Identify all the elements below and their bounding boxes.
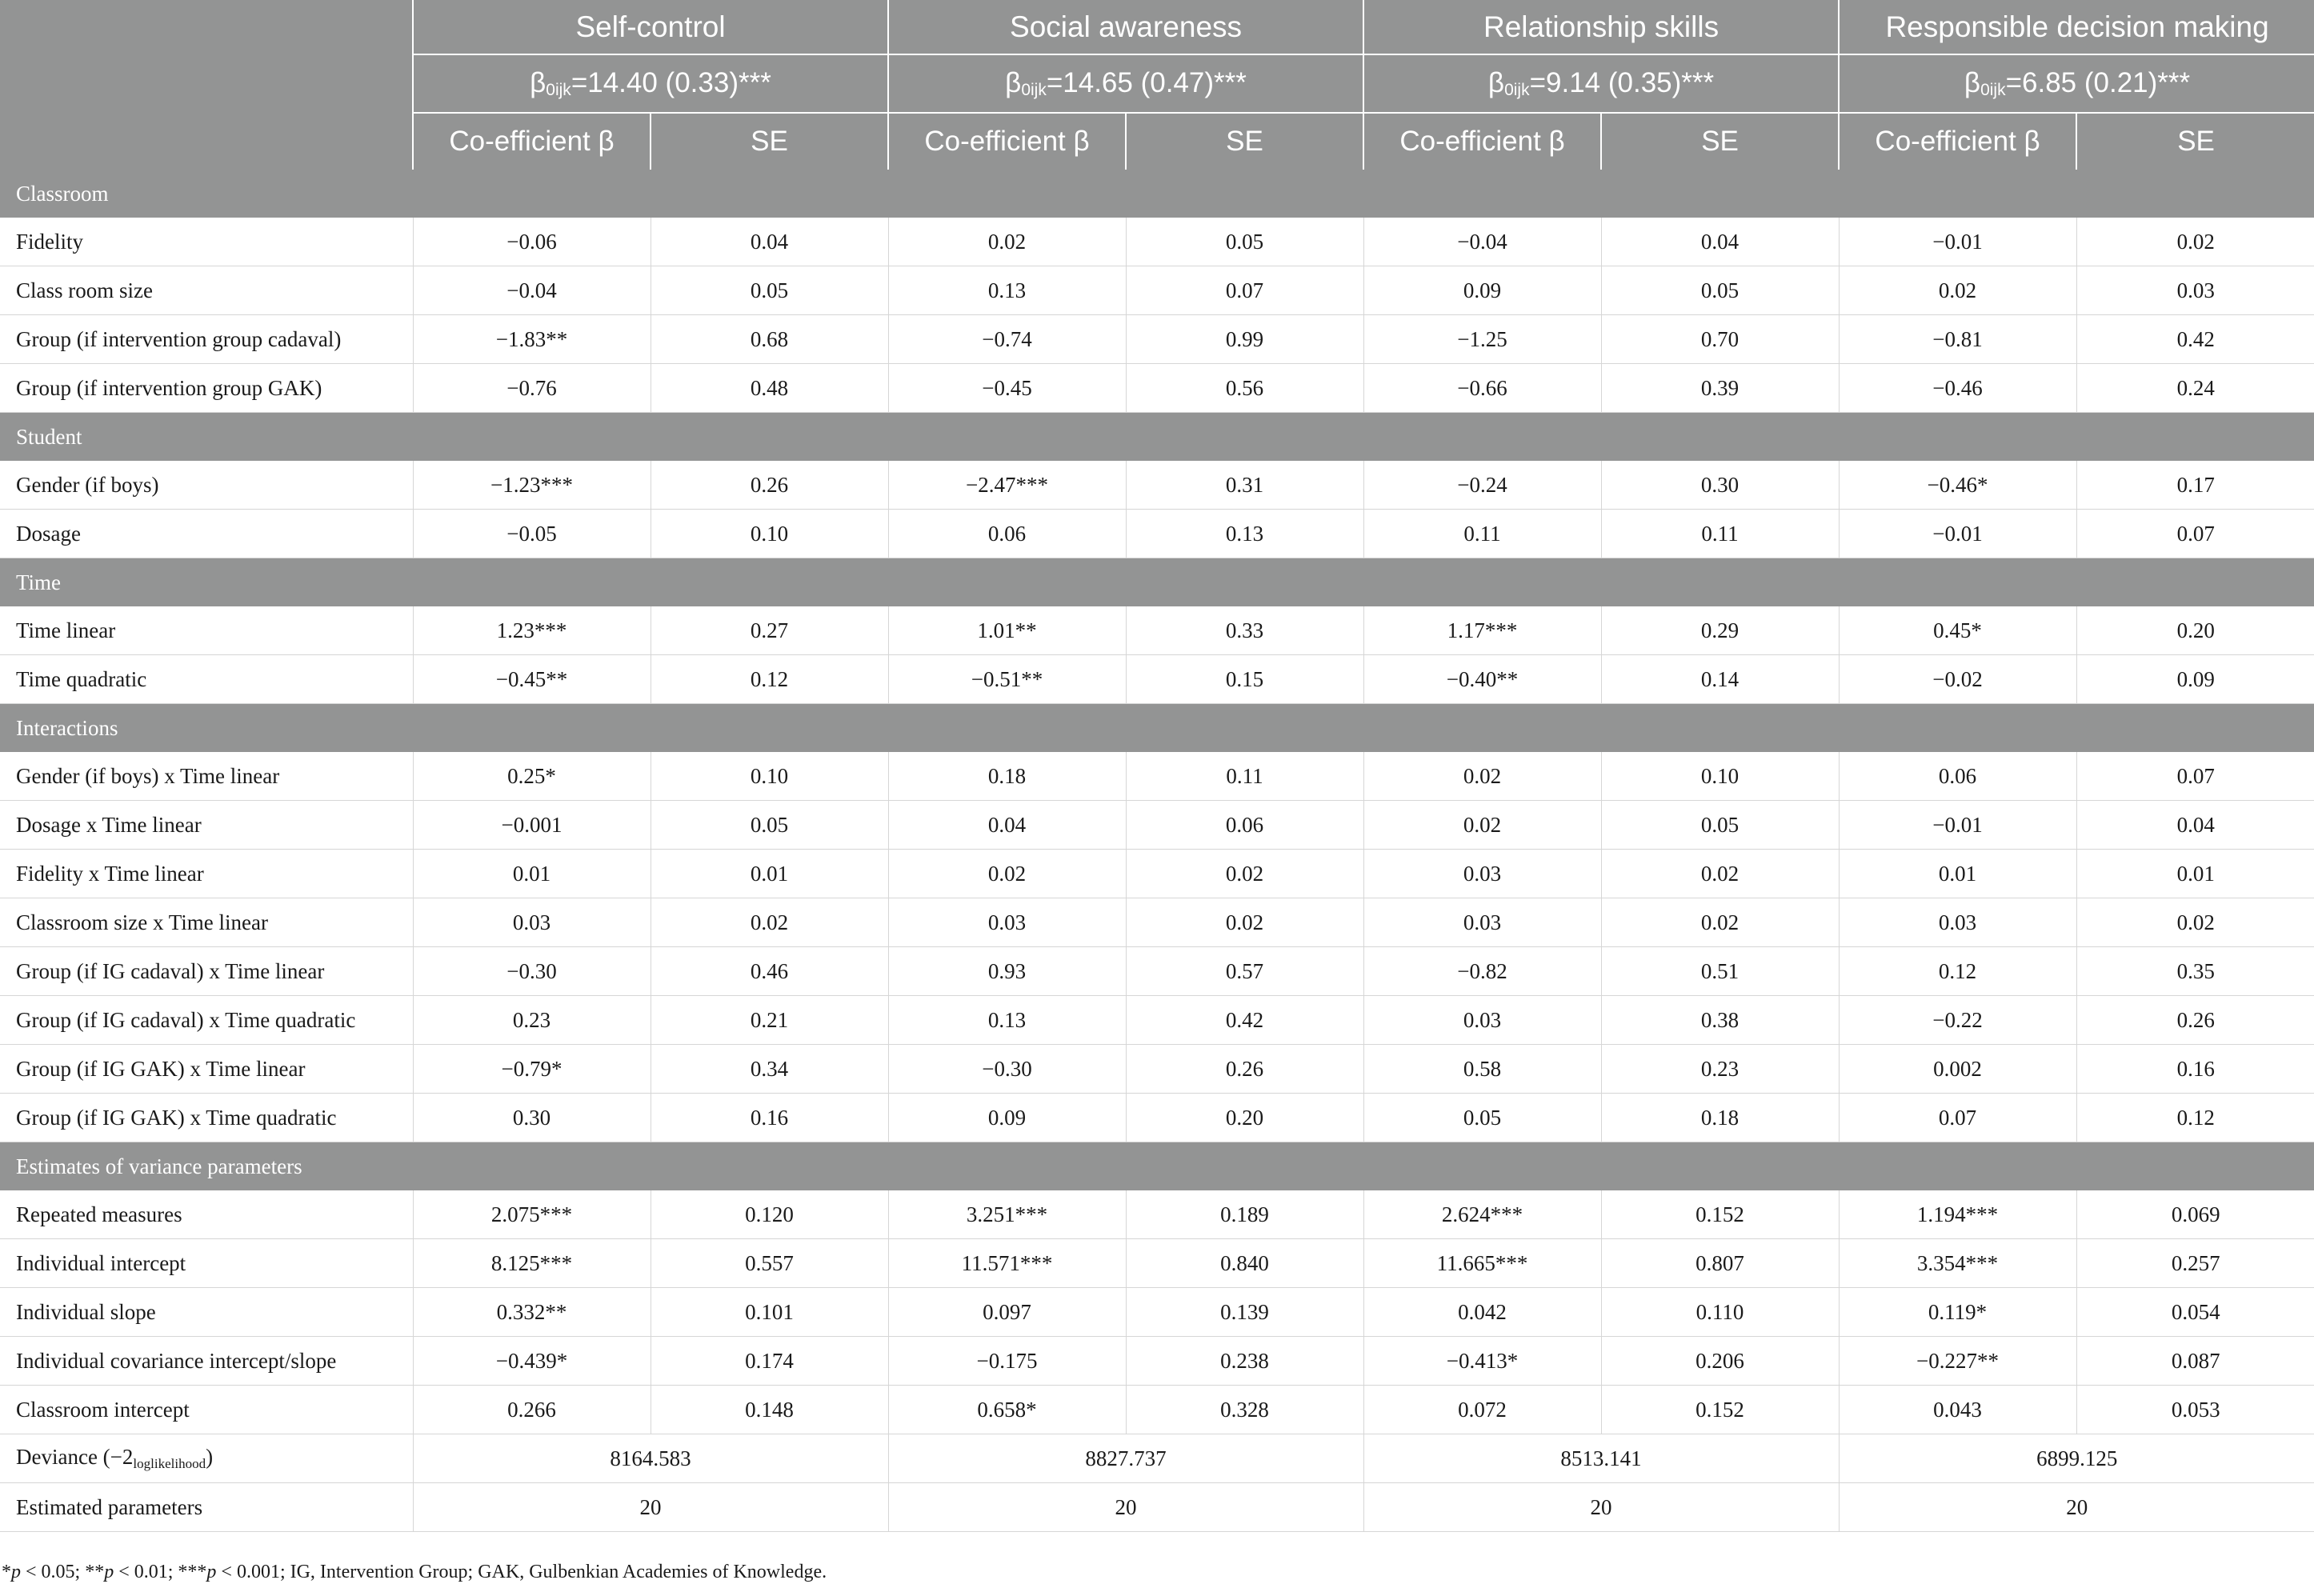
- se-cell: 0.05: [651, 801, 888, 850]
- coefficient-cell: 0.13: [888, 266, 1126, 315]
- se-cell: 0.11: [1126, 752, 1363, 801]
- coefficient-cell: 3.251***: [888, 1190, 1126, 1239]
- coefficient-cell: 0.06: [888, 510, 1126, 558]
- se-cell: 0.56: [1126, 364, 1363, 413]
- se-cell: 0.206: [1601, 1337, 1839, 1386]
- estimated-parameters-value: 20: [888, 1483, 1363, 1532]
- coefficient-cell: −0.02: [1839, 655, 2076, 704]
- coefficient-cell: 1.17***: [1363, 606, 1601, 655]
- coefficient-cell: −0.01: [1839, 510, 2076, 558]
- row-label: Group (if intervention group GAK): [0, 364, 413, 413]
- domain-header: Social awareness: [888, 0, 1363, 54]
- se-cell: 0.139: [1126, 1288, 1363, 1337]
- coefficient-cell: −0.439*: [413, 1337, 651, 1386]
- se-cell: 0.11: [1601, 510, 1839, 558]
- intercept-header: β0ijk=9.14 (0.35)***: [1363, 54, 1839, 113]
- coefficient-cell: 0.45*: [1839, 606, 2076, 655]
- table-row: [0, 218, 2314, 266]
- domain-header: Responsible decision making: [1839, 0, 2314, 54]
- coefficient-cell: −0.76: [413, 364, 651, 413]
- coef-column-header: Co-efficient β: [1363, 113, 1601, 170]
- row-label: Individual intercept: [0, 1239, 413, 1288]
- intercept-header: β0ijk=6.85 (0.21)***: [1839, 54, 2314, 113]
- coefficient-cell: −0.01: [1839, 801, 2076, 850]
- coefficient-cell: 0.25*: [413, 752, 651, 801]
- table-row: [0, 266, 2314, 315]
- coefficient-cell: 0.03: [413, 898, 651, 947]
- se-cell: 0.02: [1601, 898, 1839, 947]
- coef-column-header: Co-efficient β: [1839, 113, 2076, 170]
- se-column-header: SE: [1126, 113, 1363, 170]
- coefficient-cell: −0.45**: [413, 655, 651, 704]
- table-row: [0, 1190, 2314, 1239]
- coefficient-cell: 0.119*: [1839, 1288, 2076, 1337]
- coefficient-cell: 0.03: [1363, 996, 1601, 1045]
- se-cell: 0.18: [1601, 1094, 1839, 1142]
- se-cell: 0.14: [1601, 655, 1839, 704]
- se-cell: 0.35: [2076, 947, 2314, 996]
- se-cell: 0.16: [2076, 1045, 2314, 1094]
- se-cell: 0.02: [1601, 850, 1839, 898]
- table-row: [0, 1094, 2314, 1142]
- row-label: Group (if IG GAK) x Time linear: [0, 1045, 413, 1094]
- table-row: [0, 1239, 2314, 1288]
- table-row: [0, 850, 2314, 898]
- section-title: Classroom: [0, 170, 2314, 218]
- se-cell: 0.38: [1601, 996, 1839, 1045]
- coefficient-cell: −1.25: [1363, 315, 1601, 364]
- deviance-value: 8513.141: [1363, 1434, 1839, 1483]
- coefficient-cell: 1.194***: [1839, 1190, 2076, 1239]
- coefficient-cell: 0.042: [1363, 1288, 1601, 1337]
- section-header-row: [0, 170, 2314, 218]
- table-header: [0, 0, 2314, 170]
- coefficient-cell: −0.81: [1839, 315, 2076, 364]
- coefficient-cell: −1.83**: [413, 315, 651, 364]
- table-footnote: *p < 0.05; **p < 0.01; ***p < 0.001; IG, Intervention Group; GAK, Gulbenkian Academies of Knowledge.: [2, 1562, 827, 1582]
- coefficient-cell: 0.04: [888, 801, 1126, 850]
- row-label: Fidelity: [0, 218, 413, 266]
- se-cell: 0.26: [651, 461, 888, 510]
- row-label: Group (if IG cadaval) x Time linear: [0, 947, 413, 996]
- se-cell: 0.05: [651, 266, 888, 315]
- se-cell: 0.07: [2076, 752, 2314, 801]
- coefficient-cell: −0.51**: [888, 655, 1126, 704]
- table-row: [0, 1045, 2314, 1094]
- se-column-header: SE: [651, 113, 888, 170]
- coefficient-cell: −0.22: [1839, 996, 2076, 1045]
- se-cell: 0.51: [1601, 947, 1839, 996]
- coefficient-cell: 0.097: [888, 1288, 1126, 1337]
- row-label: Gender (if boys): [0, 461, 413, 510]
- coefficient-cell: 0.02: [1363, 752, 1601, 801]
- coefficient-cell: −2.47***: [888, 461, 1126, 510]
- se-cell: 0.110: [1601, 1288, 1839, 1337]
- se-cell: 0.04: [2076, 801, 2314, 850]
- coefficient-cell: 0.03: [888, 898, 1126, 947]
- se-cell: 0.33: [1126, 606, 1363, 655]
- se-cell: 0.10: [651, 752, 888, 801]
- se-cell: 0.99: [1126, 315, 1363, 364]
- se-cell: 0.26: [2076, 996, 2314, 1045]
- row-label: Estimated parameters: [0, 1483, 413, 1532]
- se-cell: 0.01: [2076, 850, 2314, 898]
- deviance-value: 8164.583: [413, 1434, 888, 1483]
- se-cell: 0.42: [1126, 996, 1363, 1045]
- coefficient-cell: −0.46*: [1839, 461, 2076, 510]
- intercept-header: β0ijk=14.65 (0.47)***: [888, 54, 1363, 113]
- table-row: [0, 996, 2314, 1045]
- coefficient-cell: 0.072: [1363, 1386, 1601, 1434]
- coefficient-cell: 0.02: [1363, 801, 1601, 850]
- coefficient-cell: −1.23***: [413, 461, 651, 510]
- section-title: Student: [0, 413, 2314, 462]
- section-header-row: [0, 704, 2314, 753]
- coefficient-cell: 0.266: [413, 1386, 651, 1434]
- row-label: Repeated measures: [0, 1190, 413, 1239]
- summary-rows: [0, 1434, 2314, 1532]
- se-cell: 0.05: [1601, 266, 1839, 315]
- se-cell: 0.30: [1601, 461, 1839, 510]
- table-row: [0, 1288, 2314, 1337]
- se-cell: 0.02: [1126, 850, 1363, 898]
- se-cell: 0.03: [2076, 266, 2314, 315]
- coefficient-cell: −0.40**: [1363, 655, 1601, 704]
- coefficient-cell: −0.227**: [1839, 1337, 2076, 1386]
- table-row: [0, 947, 2314, 996]
- coefficient-cell: 0.02: [1839, 266, 2076, 315]
- row-label: Deviance (−2loglikelihood): [0, 1434, 413, 1483]
- se-cell: 0.05: [1126, 218, 1363, 266]
- se-cell: 0.02: [2076, 898, 2314, 947]
- se-cell: 0.16: [651, 1094, 888, 1142]
- se-cell: 0.069: [2076, 1190, 2314, 1239]
- coefficient-cell: 0.03: [1839, 898, 2076, 947]
- se-cell: 0.12: [2076, 1094, 2314, 1142]
- coefficient-cell: 0.05: [1363, 1094, 1601, 1142]
- coefficient-cell: 0.01: [413, 850, 651, 898]
- se-cell: 0.29: [1601, 606, 1839, 655]
- se-cell: 0.807: [1601, 1239, 1839, 1288]
- se-cell: 0.06: [1126, 801, 1363, 850]
- coefficient-cell: −0.46: [1839, 364, 2076, 413]
- se-column-header: SE: [1601, 113, 1839, 170]
- se-cell: 0.02: [1126, 898, 1363, 947]
- row-label: Individual slope: [0, 1288, 413, 1337]
- se-cell: 0.09: [2076, 655, 2314, 704]
- table-row: [0, 510, 2314, 558]
- se-cell: 0.15: [1126, 655, 1363, 704]
- se-cell: 0.10: [651, 510, 888, 558]
- section-title: Time: [0, 558, 2314, 607]
- coefficient-cell: 0.12: [1839, 947, 2076, 996]
- se-cell: 0.46: [651, 947, 888, 996]
- row-label: Group (if intervention group cadaval): [0, 315, 413, 364]
- se-cell: 0.152: [1601, 1386, 1839, 1434]
- deviance-value: 8827.737: [888, 1434, 1363, 1483]
- domain-header: Relationship skills: [1363, 0, 1839, 54]
- coefficient-cell: 0.30: [413, 1094, 651, 1142]
- intercept-header: β0ijk=14.40 (0.33)***: [413, 54, 888, 113]
- se-cell: 0.101: [651, 1288, 888, 1337]
- se-cell: 0.087: [2076, 1337, 2314, 1386]
- coefficient-cell: −0.05: [413, 510, 651, 558]
- se-cell: 0.26: [1126, 1045, 1363, 1094]
- header-corner: [0, 0, 413, 170]
- se-cell: 0.257: [2076, 1239, 2314, 1288]
- se-cell: 0.07: [1126, 266, 1363, 315]
- coef-column-header: Co-efficient β: [413, 113, 651, 170]
- row-label: Fidelity x Time linear: [0, 850, 413, 898]
- coefficient-cell: 0.02: [888, 850, 1126, 898]
- section-title: Estimates of variance parameters: [0, 1142, 2314, 1191]
- coefficient-cell: 0.07: [1839, 1094, 2076, 1142]
- se-cell: 0.39: [1601, 364, 1839, 413]
- se-cell: 0.328: [1126, 1386, 1363, 1434]
- table-row: [0, 655, 2314, 704]
- deviance-row: [0, 1434, 2314, 1483]
- estimated-parameters-value: 20: [1363, 1483, 1839, 1532]
- coefficient-cell: 0.06: [1839, 752, 2076, 801]
- estimated-parameters-value: 20: [1839, 1483, 2314, 1532]
- coefficient-cell: 8.125***: [413, 1239, 651, 1288]
- coefficient-cell: 0.02: [888, 218, 1126, 266]
- coefficient-cell: 11.571***: [888, 1239, 1126, 1288]
- coefficient-cell: −0.413*: [1363, 1337, 1601, 1386]
- row-label: Group (if IG cadaval) x Time quadratic: [0, 996, 413, 1045]
- coefficient-cell: 0.58: [1363, 1045, 1601, 1094]
- coefficient-cell: −0.45: [888, 364, 1126, 413]
- row-label: Class room size: [0, 266, 413, 315]
- se-cell: 0.10: [1601, 752, 1839, 801]
- coefficient-cell: −0.175: [888, 1337, 1126, 1386]
- deviance-value: 6899.125: [1839, 1434, 2314, 1483]
- coefficient-cell: 0.93: [888, 947, 1126, 996]
- section-header-row: [0, 413, 2314, 462]
- se-cell: 0.42: [2076, 315, 2314, 364]
- table-row: [0, 606, 2314, 655]
- se-cell: 0.557: [651, 1239, 888, 1288]
- se-cell: 0.174: [651, 1337, 888, 1386]
- coefficient-cell: −0.001: [413, 801, 651, 850]
- se-cell: 0.12: [651, 655, 888, 704]
- coefficient-cell: −0.06: [413, 218, 651, 266]
- row-label: Classroom size x Time linear: [0, 898, 413, 947]
- se-cell: 0.20: [1126, 1094, 1363, 1142]
- coefficient-cell: 0.18: [888, 752, 1126, 801]
- coefficient-cell: −0.30: [413, 947, 651, 996]
- coefficient-cell: 0.09: [888, 1094, 1126, 1142]
- row-label: Classroom intercept: [0, 1386, 413, 1434]
- row-label: Dosage x Time linear: [0, 801, 413, 850]
- se-cell: 0.70: [1601, 315, 1839, 364]
- section-header-row: [0, 1142, 2314, 1191]
- se-cell: 0.053: [2076, 1386, 2314, 1434]
- se-cell: 0.48: [651, 364, 888, 413]
- coefficient-cell: 0.01: [1839, 850, 2076, 898]
- coefficient-cell: 0.002: [1839, 1045, 2076, 1094]
- section-title: Interactions: [0, 704, 2314, 753]
- coefficient-cell: 1.23***: [413, 606, 651, 655]
- coefficient-cell: 0.043: [1839, 1386, 2076, 1434]
- se-cell: 0.34: [651, 1045, 888, 1094]
- se-cell: 0.68: [651, 315, 888, 364]
- se-cell: 0.02: [2076, 218, 2314, 266]
- row-label: Time linear: [0, 606, 413, 655]
- table-row: [0, 801, 2314, 850]
- se-cell: 0.054: [2076, 1288, 2314, 1337]
- coef-column-header: Co-efficient β: [888, 113, 1126, 170]
- se-cell: 0.31: [1126, 461, 1363, 510]
- se-cell: 0.27: [651, 606, 888, 655]
- coefficient-cell: 0.03: [1363, 898, 1601, 947]
- se-cell: 0.17: [2076, 461, 2314, 510]
- se-cell: 0.148: [651, 1386, 888, 1434]
- row-label: Time quadratic: [0, 655, 413, 704]
- coefficient-cell: 0.09: [1363, 266, 1601, 315]
- row-label: Individual covariance intercept/slope: [0, 1337, 413, 1386]
- se-cell: 0.04: [651, 218, 888, 266]
- table-body: [0, 170, 2314, 1434]
- coefficient-cell: −0.66: [1363, 364, 1601, 413]
- coefficient-cell: 2.075***: [413, 1190, 651, 1239]
- se-cell: 0.20: [2076, 606, 2314, 655]
- se-cell: 0.238: [1126, 1337, 1363, 1386]
- se-cell: 0.57: [1126, 947, 1363, 996]
- coefficient-cell: 3.354***: [1839, 1239, 2076, 1288]
- row-label: Group (if IG GAK) x Time quadratic: [0, 1094, 413, 1142]
- coefficient-cell: −0.04: [413, 266, 651, 315]
- coefficient-cell: −0.01: [1839, 218, 2076, 266]
- section-header-row: [0, 558, 2314, 607]
- coefficient-cell: 0.23: [413, 996, 651, 1045]
- coefficient-cell: 0.13: [888, 996, 1126, 1045]
- coefficient-cell: −0.74: [888, 315, 1126, 364]
- row-label: Gender (if boys) x Time linear: [0, 752, 413, 801]
- table-row: [0, 1337, 2314, 1386]
- se-cell: 0.21: [651, 996, 888, 1045]
- se-cell: 0.24: [2076, 364, 2314, 413]
- table-row: [0, 898, 2314, 947]
- coefficient-cell: −0.04: [1363, 218, 1601, 266]
- coefficient-cell: 0.03: [1363, 850, 1601, 898]
- se-cell: 0.04: [1601, 218, 1839, 266]
- coefficient-cell: −0.24: [1363, 461, 1601, 510]
- table-row: [0, 461, 2314, 510]
- se-cell: 0.840: [1126, 1239, 1363, 1288]
- table-row: [0, 1386, 2314, 1434]
- se-cell: 0.13: [1126, 510, 1363, 558]
- estimated-parameters-value: 20: [413, 1483, 888, 1532]
- se-cell: 0.120: [651, 1190, 888, 1239]
- coefficient-cell: −0.82: [1363, 947, 1601, 996]
- se-cell: 0.23: [1601, 1045, 1839, 1094]
- coefficient-cell: 0.11: [1363, 510, 1601, 558]
- se-cell: 0.189: [1126, 1190, 1363, 1239]
- se-cell: 0.01: [651, 850, 888, 898]
- row-label: Dosage: [0, 510, 413, 558]
- coefficient-cell: −0.30: [888, 1045, 1126, 1094]
- coefficient-cell: 1.01**: [888, 606, 1126, 655]
- se-cell: 0.05: [1601, 801, 1839, 850]
- domain-header: Self-control: [413, 0, 888, 54]
- se-column-header: SE: [2076, 113, 2314, 170]
- table-row: [0, 315, 2314, 364]
- table-row: [0, 364, 2314, 413]
- coefficient-cell: 0.332**: [413, 1288, 651, 1337]
- se-cell: 0.02: [651, 898, 888, 947]
- coefficient-cell: 11.665***: [1363, 1239, 1601, 1288]
- se-cell: 0.152: [1601, 1190, 1839, 1239]
- coefficient-cell: 2.624***: [1363, 1190, 1601, 1239]
- coefficient-cell: −0.79*: [413, 1045, 651, 1094]
- table-row: [0, 752, 2314, 801]
- coefficient-cell: 0.658*: [888, 1386, 1126, 1434]
- estimated-parameters-row: [0, 1483, 2314, 1532]
- se-cell: 0.07: [2076, 510, 2314, 558]
